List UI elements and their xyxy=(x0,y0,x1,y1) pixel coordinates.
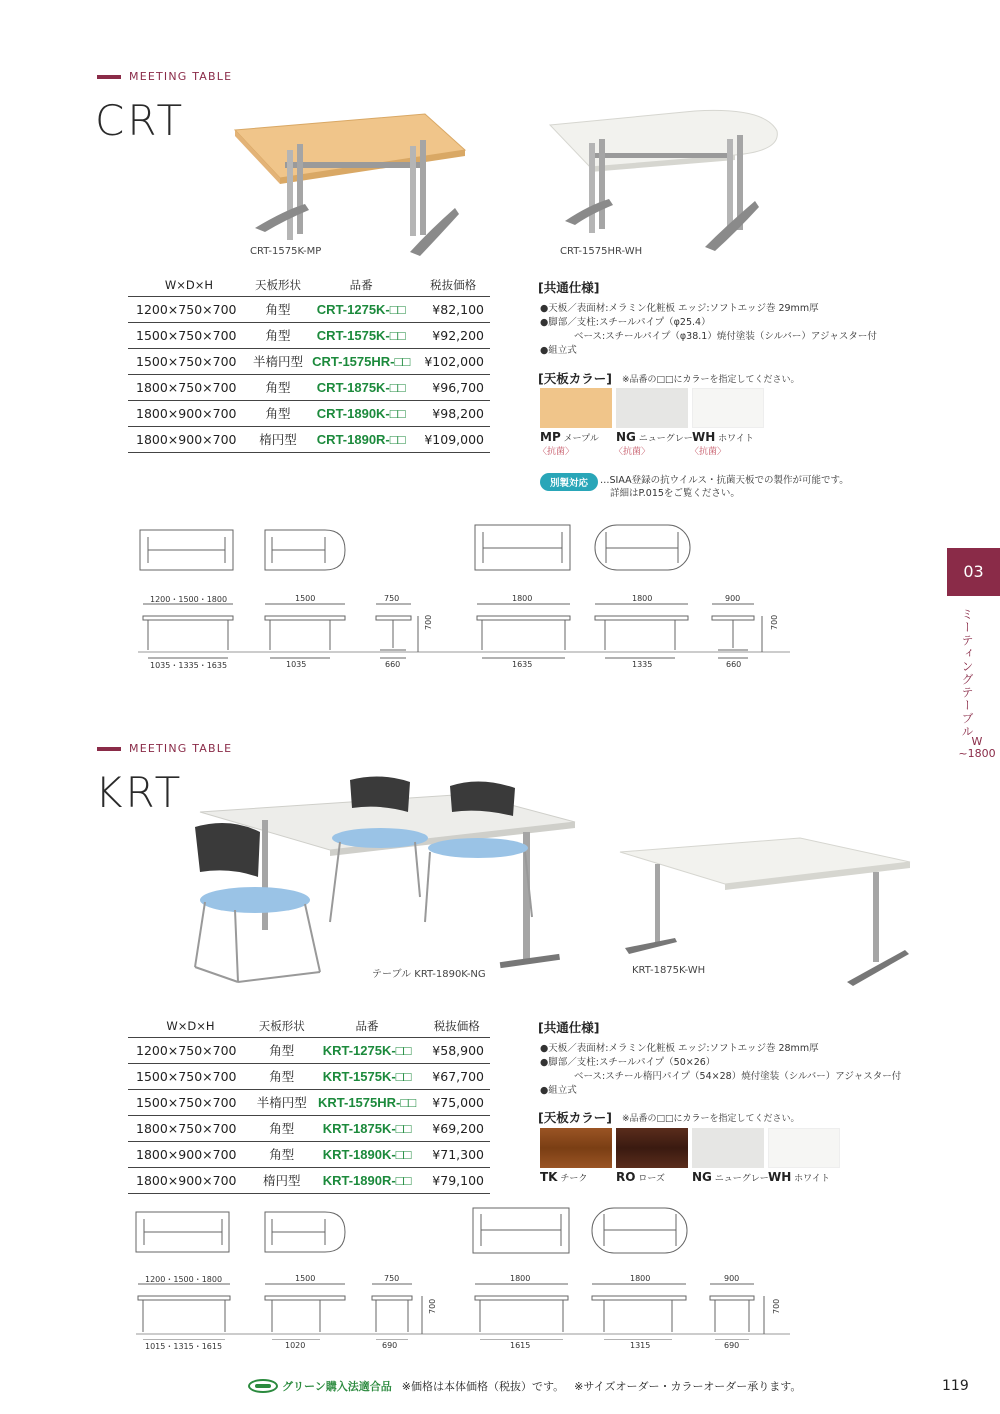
chapter-category: ミーティングテーブル xyxy=(960,608,974,738)
cell-price: ¥67,700 xyxy=(424,1064,490,1090)
cell-shape: 角型 xyxy=(250,375,306,401)
cell-price: ¥69,200 xyxy=(424,1116,490,1142)
green-mark-text: グリーン購入法適合品 xyxy=(282,1380,392,1393)
krt-section xyxy=(0,700,930,1351)
spec-line: ●組立式 xyxy=(540,1085,577,1096)
spec-line: ベース:スチールパイプ（φ38.1）焼付塗装（シルバー）アジャスター付 xyxy=(574,331,877,342)
cell-code: CRT-1890K-□□ xyxy=(306,401,416,427)
dim-depth: 750 xyxy=(384,594,400,603)
cell-size: 1200×750×700 xyxy=(128,297,250,323)
cell-size: 1800×900×700 xyxy=(128,1142,253,1168)
crt-common-spec-heading: [共通仕様] xyxy=(538,280,600,295)
cell-code: CRT-1875K-□□ xyxy=(306,375,416,401)
dim-height: 700 xyxy=(424,614,433,630)
swatch-sub-maple: 〈抗菌〉 xyxy=(538,447,575,457)
swatch-code: WH xyxy=(768,1170,792,1184)
cell-size: 1200×750×700 xyxy=(128,1038,253,1064)
krt-photo1-caption: テーブル KRT-1890K-NG xyxy=(372,969,486,980)
kicker-text: MEETING TABLE xyxy=(129,70,233,83)
col-shape: 天板形状 xyxy=(250,275,306,297)
krt-photo2-caption: KRT-1875K-WH xyxy=(632,965,706,976)
krt-color-heading: [天板カラー] xyxy=(538,1110,612,1125)
cell-code: CRT-1575K-□□ xyxy=(306,323,416,349)
green-purchase-mark xyxy=(248,1378,392,1394)
cell-code: CRT-1890R-□□ xyxy=(306,427,416,453)
kicker-text: MEETING TABLE xyxy=(129,742,233,755)
footer-note-order: ※サイズオーダー・カラーオーダー承ります。 xyxy=(574,1380,802,1393)
cell-code: CRT-1575HR-□□ xyxy=(306,349,416,375)
dim-depth: 900 xyxy=(725,594,741,603)
spec-line: ●脚部／支柱:スチールパイプ（φ25.4） xyxy=(540,317,711,328)
dim-leg-span: 1335 xyxy=(632,660,653,669)
footer-note-price: ※価格は本体価格（税抜）です。 xyxy=(401,1380,565,1393)
dim-leg-span: 1035・1335・1635 xyxy=(150,661,228,670)
custom-order-badge: 別製対応 xyxy=(540,473,598,491)
krt-title: KRT xyxy=(95,768,184,817)
cell-code: KRT-1890R-□□ xyxy=(311,1168,424,1194)
dim-width: 1800 xyxy=(512,594,533,603)
krt-dimension-drawings xyxy=(0,700,930,1340)
cell-price: ¥109,000 xyxy=(416,427,490,453)
crt-title: CRT xyxy=(95,96,186,145)
swatch-code: NG xyxy=(692,1170,712,1184)
cell-size: 1800×900×700 xyxy=(128,427,250,453)
swatch-code: TK xyxy=(540,1170,558,1184)
cell-code: KRT-1575HR-□□ xyxy=(311,1090,424,1116)
crt-color-note: ※品番の□□にカラーを指定してください。 xyxy=(622,375,800,385)
cell-size: 1800×750×700 xyxy=(128,375,250,401)
cell-price: ¥92,200 xyxy=(416,323,490,349)
footer xyxy=(248,1378,801,1394)
cell-code: KRT-1875K-□□ xyxy=(311,1116,424,1142)
dim-depth: 900 xyxy=(724,1274,740,1283)
crt-dimension-drawings xyxy=(0,0,930,700)
dim-leg-span: 1635 xyxy=(512,660,533,669)
dim-leg-span: 1315 xyxy=(630,1341,651,1350)
col-price: 税抜価格 xyxy=(424,1016,490,1038)
width-line2: ~1800 xyxy=(958,747,996,760)
dim-base: 690 xyxy=(724,1341,740,1350)
dim-leg-span: 1015・1315・1615 xyxy=(145,1342,223,1351)
col-code: 品番 xyxy=(311,1016,424,1038)
krt-color-note: ※品番の□□にカラーを指定してください。 xyxy=(622,1114,800,1124)
cell-shape: 角型 xyxy=(253,1064,311,1090)
cell-size: 1800×900×700 xyxy=(128,1168,253,1194)
swatch-sub-newgray: 〈抗菌〉 xyxy=(614,447,651,457)
dim-leg-span: 1020 xyxy=(285,1341,306,1350)
custom-order-line1: …SIAA登録の抗ウイルス・抗菌天板での製作が可能です。 xyxy=(600,475,849,486)
dim-base: 660 xyxy=(726,660,742,669)
swatch-name: ホワイト xyxy=(718,434,754,444)
swatch-name: ニューグレー xyxy=(638,434,693,444)
cell-price: ¥96,700 xyxy=(416,375,490,401)
dim-width: 1200・1500・1800 xyxy=(150,595,228,604)
cell-price: ¥75,000 xyxy=(424,1090,490,1116)
swatch-name: チーク xyxy=(560,1174,588,1184)
dim-width: 1800 xyxy=(632,594,653,603)
page-number: 119 xyxy=(942,1378,969,1394)
dim-leg-span: 1615 xyxy=(510,1341,531,1350)
spec-line: ●天板／表面材:メラミン化粧板 エッジ:ソフトエッジ巻 29mm厚 xyxy=(540,303,819,314)
cell-shape: 角型 xyxy=(253,1116,311,1142)
cell-price: ¥79,100 xyxy=(424,1168,490,1194)
crt-color-heading: [天板カラー] xyxy=(538,371,612,386)
dim-depth: 750 xyxy=(384,1274,400,1283)
cell-size: 1500×750×700 xyxy=(128,323,250,349)
green-mark-icon xyxy=(248,1379,278,1393)
cell-shape: 半楕円型 xyxy=(250,349,306,375)
cell-price: ¥71,300 xyxy=(424,1142,490,1168)
spec-line: ●天板／表面材:メラミン化粧板 エッジ:ソフトエッジ巻 28mm厚 xyxy=(540,1043,819,1054)
dim-height: 700 xyxy=(772,1298,781,1314)
crt-photo1-caption: CRT-1575K-MP xyxy=(250,246,322,257)
dim-width: 1800 xyxy=(510,1274,531,1283)
cell-size: 1500×750×700 xyxy=(128,349,250,375)
cell-price: ¥82,100 xyxy=(416,297,490,323)
cell-code: CRT-1275K-□□ xyxy=(306,297,416,323)
cell-code: KRT-1575K-□□ xyxy=(311,1064,424,1090)
dim-height: 700 xyxy=(770,614,779,630)
col-code: 品番 xyxy=(306,275,416,297)
swatch-code: WH xyxy=(692,430,716,444)
cell-price: ¥102,000 xyxy=(416,349,490,375)
cell-shape: 角型 xyxy=(250,323,306,349)
dim-leg-span: 1035 xyxy=(286,660,307,669)
cell-shape: 角型 xyxy=(253,1142,311,1168)
dim-height: 700 xyxy=(428,1298,437,1314)
swatch-name: ローズ xyxy=(638,1174,665,1184)
cell-size: 1500×750×700 xyxy=(128,1090,253,1116)
dim-width: 1800 xyxy=(630,1274,651,1283)
spec-line: ●脚部／支柱:スチールパイプ（50×26） xyxy=(540,1057,716,1068)
col-price: 税抜価格 xyxy=(416,275,490,297)
swatch-name: ホワイト xyxy=(794,1174,830,1184)
cell-size: 1800×750×700 xyxy=(128,1116,253,1142)
cell-size: 1800×900×700 xyxy=(128,401,250,427)
custom-order-line2: 詳細はP.015をご覧ください。 xyxy=(610,488,740,499)
dim-width: 1200・1500・1800 xyxy=(145,1275,223,1284)
swatch-code: NG xyxy=(616,430,636,444)
width-line1: W xyxy=(971,735,983,748)
swatch-sub-white: 〈抗菌〉 xyxy=(690,447,727,457)
crt-photo2-caption: CRT-1575HR-WH xyxy=(560,246,643,257)
col-shape: 天板形状 xyxy=(253,1016,311,1038)
cell-shape: 楕円型 xyxy=(250,427,306,453)
dim-base: 690 xyxy=(382,1341,398,1350)
chapter-width-range xyxy=(958,736,996,760)
cell-size: 1500×750×700 xyxy=(128,1064,253,1090)
swatch-code: MP xyxy=(540,430,561,444)
chapter-tab: 03 xyxy=(947,548,1000,596)
cell-code: KRT-1890K-□□ xyxy=(311,1142,424,1168)
cell-shape: 角型 xyxy=(250,401,306,427)
swatch-name: ニューグレー xyxy=(714,1174,769,1184)
dim-width: 1500 xyxy=(295,594,316,603)
krt-common-spec-heading: [共通仕様] xyxy=(538,1020,600,1035)
swatch-name: メープル xyxy=(563,434,599,444)
swatch-code: RO xyxy=(616,1170,636,1184)
cell-shape: 角型 xyxy=(253,1038,311,1064)
cell-shape: 半楕円型 xyxy=(253,1090,311,1116)
spec-line: ●組立式 xyxy=(540,345,577,356)
spec-line: ベース:スチール楕円パイプ（54×28）焼付塗装（シルバー）アジャスター付 xyxy=(574,1071,902,1082)
dim-width: 1500 xyxy=(295,1274,316,1283)
dim-base: 660 xyxy=(385,660,401,669)
cell-price: ¥98,200 xyxy=(416,401,490,427)
crt-section xyxy=(0,0,930,700)
cell-shape: 角型 xyxy=(250,297,306,323)
col-size: W×D×H xyxy=(128,275,250,297)
cell-price: ¥58,900 xyxy=(424,1038,490,1064)
col-size: W×D×H xyxy=(128,1016,253,1038)
cell-code: KRT-1275K-□□ xyxy=(311,1038,424,1064)
cell-shape: 楕円型 xyxy=(253,1168,311,1194)
